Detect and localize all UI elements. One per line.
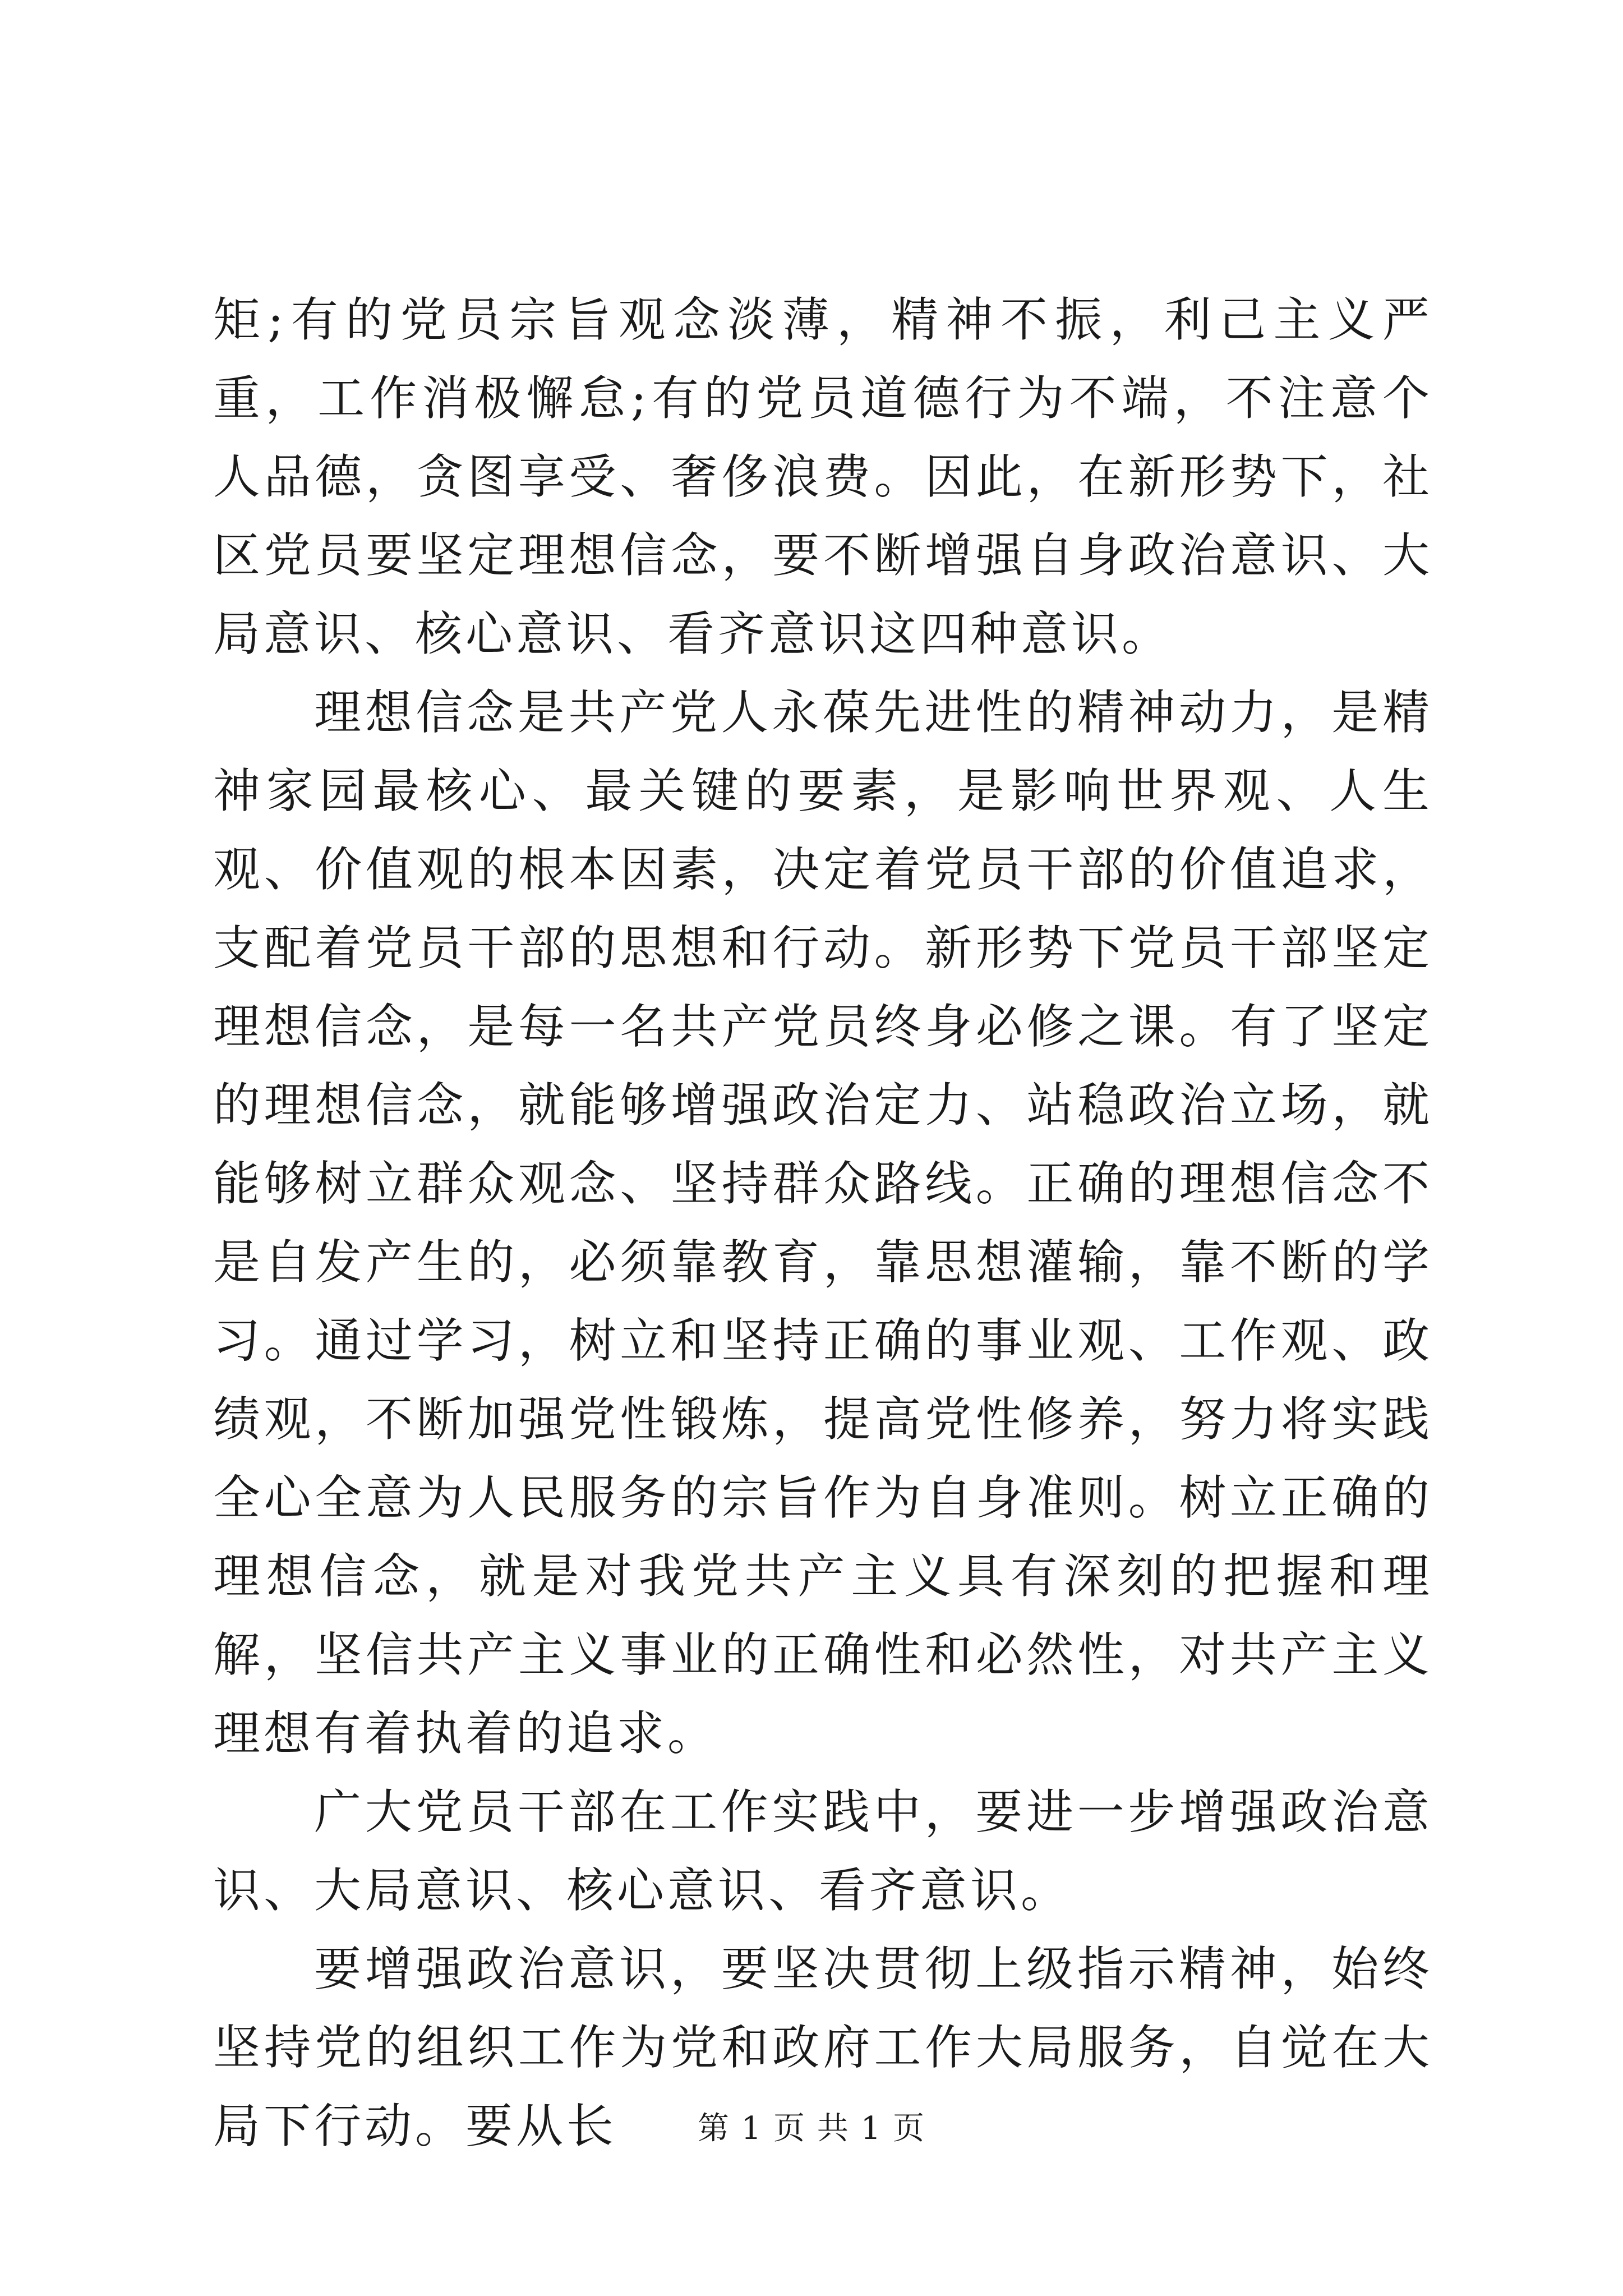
document-body bbox=[213, 280, 1433, 2165]
paragraph-3: 广大党员干部在工作实践中，要进一步增强政治意识、大局意识、核心意识、看齐意识。 bbox=[213, 1784, 1433, 1918]
paragraph-1: 矩;有的党员宗旨观念淡薄，精神不振，利己主义严重，工作消极懈怠;有的党员道德行为不端，不注意个人品德，贪图享受、奢侈浪费。因此，在新形势下，社区党员要坚定理想信念，要不断增强自身政治意识、大局意识、核心意识、看齐意识这四种意识。 bbox=[213, 292, 1433, 661]
paragraph-2: 理想信念是共产党人永葆先进性的精神动力，是精神家园最核心、最关键的要素，是影响世界观、人生观、价值观的根本因素，决定着党员干部的价值追求，支配着党员干部的思想和行动。新形势下党员干部坚定理想信念，是每一名共产党员终身必修之课。有了坚定的理想信念，就能够增强政治定力、站稳政治立场，就能够树立群众观念、坚持群众路线。正确的理想信念不是自发产生的，必须靠教育，靠思想灌输，靠不断的学习。通过学习，树立和坚持正确的事业观、工作观、政绩观，不断加强党性锻炼，提高党性修养，努力将实践全心全意为人民服务的宗旨作为自身准则。树立正确的理想信念，就是对我党共产主义具有深刻的把握和理解，坚信共产主义事业的正确性和必然性，对共产主义理想有着执着的追求。 bbox=[213, 685, 1433, 1761]
paragraph-4: 要增强政治意识，要坚决贯彻上级指示精神，始终坚持党的组织工作为党和政府工作大局服务，自觉在大局下行动。要从长 bbox=[213, 1941, 1433, 2154]
page-footer: 第 1 页 共 1 页 bbox=[697, 2110, 926, 2147]
